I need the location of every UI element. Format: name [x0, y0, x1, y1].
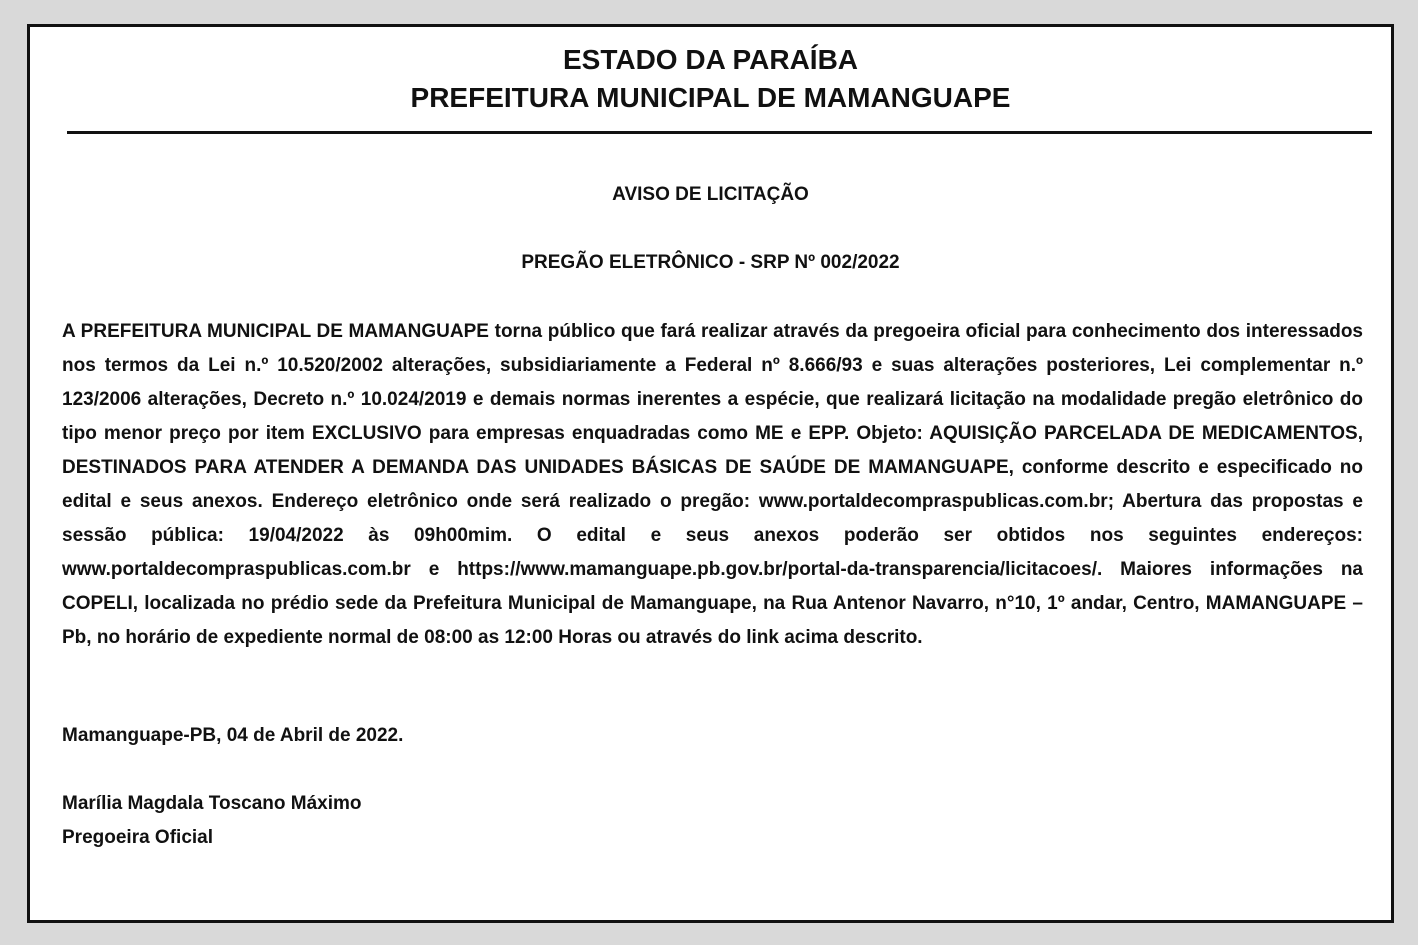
signer-role: Pregoeira Oficial — [62, 827, 214, 848]
notice-body: A PREFEITURA MUNICIPAL DE MAMANGUAPE torna público que fará realizar através da pregoeira oficial para conhecimento dos interessados nos termos da Lei n.º 10.520/2002 alterações, subsidiariamente a Federal nº 8.666/93 e suas alterações posteriores, Lei complementar n.º 123/2006 alterações, Decreto n.º 10.024/2019 e demais normas inerentes a espécie, que realizará licitação na modalidade pregão eletrônico do tipo menor preço por item EXCLUSIVO para empresas enquadradas como ME e EPP. Objeto: AQUISIÇÃO PARCELADA DE MEDICAMENTOS, DESTINADOS PARA ATENDER A DEMANDA DAS UNIDADES BÁSICAS DE SAÚDE DE MAMANGUAPE, conforme descrito e especificado no edital e seus anexos. Endereço eletrônico onde será realizado o pregão: www.portaldecompraspublicas.com.br; Abertura das propostas e sessão pública: 19/04/2022 às 09h00mim. O edital e seus anexos poderão ser obtidos nos seguintes endereços: www.portaldecompraspublicas.com.br e https://www.mamanguape.pb.gov.br/portal-da-transparencia/licitacoes/. Maiores informações na COPELI, localizada no prédio sede da Prefeitura Municipal de Mamanguape, na Rua Antenor Navarro, n°10, 1º andar, Centro, MAMANGUAPE – Pb, no horário de expediente normal de 08:00 as 12:00 Horas ou através do link acima descrito. — [62, 321, 1363, 648]
header-divider — [67, 131, 1372, 134]
notice-title: AVISO DE LICITAÇÃO — [612, 184, 809, 205]
header-municipality: PREFEITURA MUNICIPAL DE MAMANGUAPE — [410, 82, 1011, 113]
date-line: Mamanguape-PB, 04 de Abril de 2022. — [62, 725, 404, 746]
notice-document — [27, 24, 1394, 923]
signer-name: Marília Magdala Toscano Máximo — [62, 793, 362, 814]
document-header — [30, 41, 1391, 117]
header-state: ESTADO DA PARAÍBA — [562, 44, 859, 75]
notice-subtitle: PREGÃO ELETRÔNICO - SRP Nº 002/2022 — [521, 252, 900, 273]
